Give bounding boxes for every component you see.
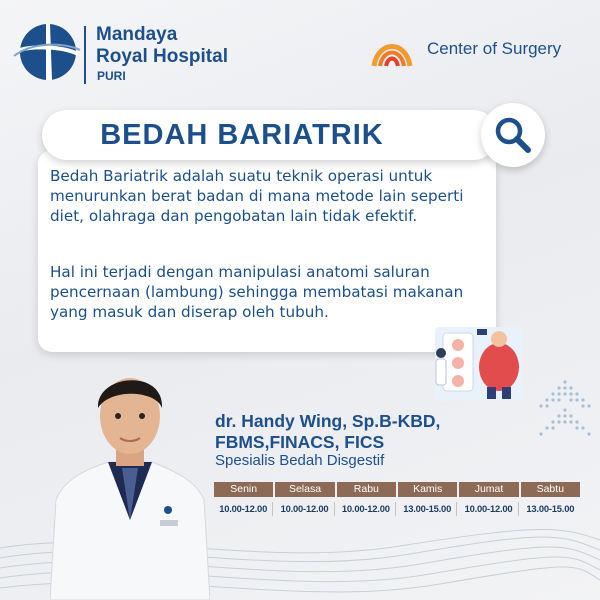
hospital-logo (12, 16, 82, 86)
hospital-name (96, 24, 228, 68)
schedule-day: Sabtu (521, 482, 580, 497)
practice-schedule (214, 482, 580, 516)
center-of-surgery-logo (370, 32, 414, 68)
info-paragraph-1: Bedah Bariatrik adalah suatu teknik operasi untuk menurunkan berat badan di mana metode lain seperti diet, olahraga dan pengobatan lain tidak efektif. (50, 167, 464, 225)
schedule-day: Kamis (398, 482, 457, 497)
hospital-branch: PURI (97, 69, 126, 83)
doctor-name (215, 411, 440, 453)
page-title: BEDAH BARIATRIK (100, 119, 384, 151)
schedule-time: 10.00-12.00 (214, 502, 273, 516)
logo-divider (84, 26, 86, 84)
info-paragraph-2: Hal ini terjadi dengan manipulasi anatomi saluran pencernaan (lambung) sehingga membatasi makanan yang masuk dan diserap oleh tubuh. (50, 263, 464, 321)
schedule-day: Rabu (337, 482, 396, 497)
doctor-specialty: Spesialis Bedah Disgestif (215, 452, 385, 469)
schedule-time: 10.00-12.00 (459, 502, 518, 516)
hospital-name-line1: Mandaya (96, 24, 178, 45)
schedule-day: Jumat (459, 482, 518, 497)
doctor-name-line2: FBMS,FINACS, FICS (215, 432, 385, 452)
schedule-day: Selasa (275, 482, 334, 497)
schedule-time: 13.00-15.00 (526, 503, 575, 514)
dotted-decoration (535, 378, 595, 440)
schedule-time: 10.00-12.00 (337, 502, 396, 516)
doctor-name-line1: dr. Handy Wing, Sp.B-KBD, (215, 411, 441, 431)
doctor-portrait (50, 350, 210, 600)
schedule-day: Senin (214, 482, 273, 497)
schedule-time: 10.00-12.00 (275, 502, 334, 516)
obesity-illustration (433, 323, 525, 403)
center-label: Center of Surgery (427, 39, 562, 58)
schedule-time: 13.00-15.00 (398, 502, 457, 516)
hospital-name-line2: Royal Hospital (96, 46, 228, 67)
search-icon (493, 115, 533, 155)
